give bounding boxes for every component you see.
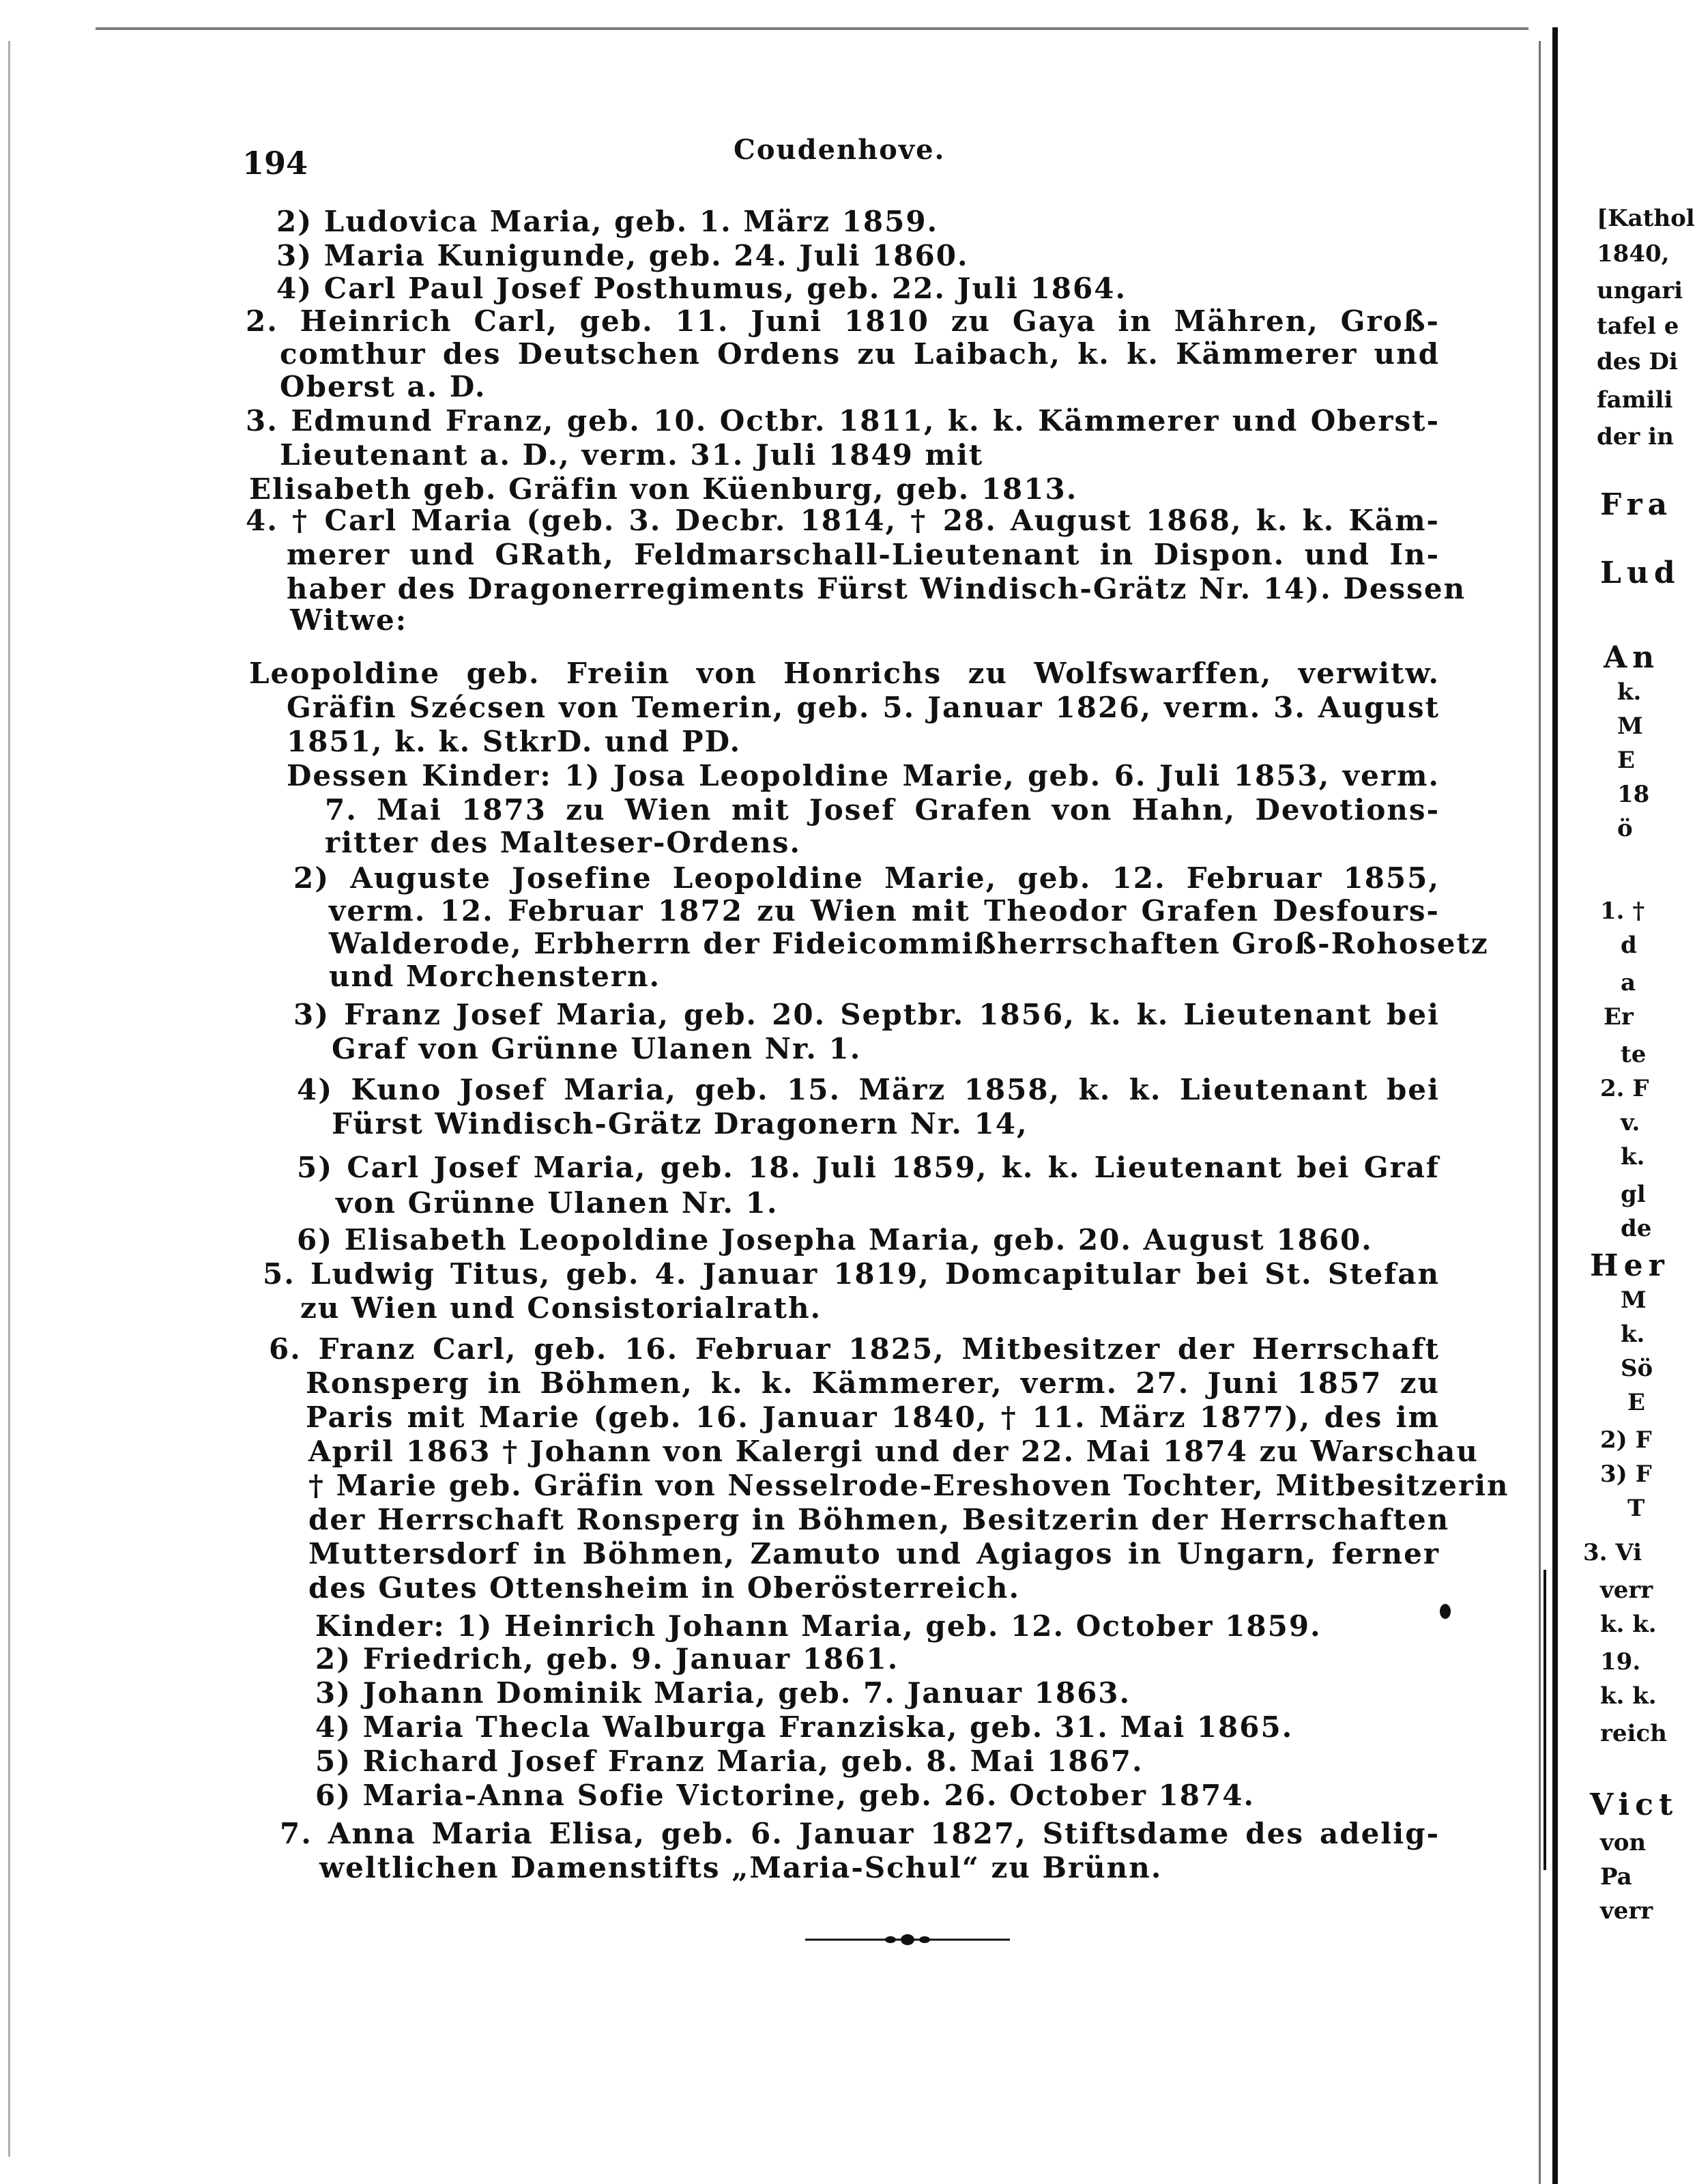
text-line: merer und GRath, Feldmarschall-Lieutenant in Dispon. und In-: [287, 538, 1440, 571]
text-line: comthur des Deutschen Ordens zu Laibach, k. k. Kämmerer und: [280, 337, 1440, 371]
fragment-text: verr: [1600, 1577, 1653, 1604]
fragment-text: der in: [1597, 423, 1674, 450]
text-line: Elisabeth geb. Gräfin von Küenburg, geb. 1813.: [249, 472, 1078, 506]
text-line: des Gutes Ottensheim in Oberösterreich.: [308, 1571, 1021, 1605]
fragment-text: v.: [1621, 1109, 1640, 1136]
fragment-text: von: [1600, 1829, 1647, 1856]
fragment-text: E: [1627, 1389, 1645, 1416]
text-line: Gräfin Szécsen von Temerin, geb. 5. Januar 1826, verm. 3. August: [287, 691, 1440, 724]
fragment-text: 1840,: [1597, 240, 1670, 268]
text-line: 6) Maria-Anna Sofie Victorine, geb. 26. October 1874.: [315, 1779, 1256, 1812]
fragment-text: Her: [1590, 1248, 1670, 1283]
gutter-rule: [1552, 27, 1558, 2184]
bracket-mark: [1544, 1570, 1546, 1870]
text-line: 5. Ludwig Titus, geb. 4. Januar 1819, Domcapitular bei St. Stefan: [263, 1257, 1440, 1291]
text-line: Witwe:: [290, 603, 408, 637]
page-edge-left: [8, 41, 10, 2157]
fragment-text: 3. Vi: [1583, 1539, 1642, 1566]
text-line: Muttersdorf in Böhmen, Zamuto und Agiagos in Ungarn, ferner: [308, 1537, 1440, 1570]
fragment-text: tafel e: [1597, 313, 1679, 340]
fragment-text: 3) F: [1600, 1461, 1652, 1488]
text-line: 6. Franz Carl, geb. 16. Februar 1825, Mitbesitzer der Herrschaft: [269, 1332, 1440, 1366]
text-line: Lieutenant a. D., verm. 31. Juli 1849 mit: [280, 438, 984, 472]
fragment-text: k.: [1617, 678, 1642, 706]
text-line: 1851, k. k. StkrD. und PD.: [287, 725, 742, 758]
text-line: 4) Carl Paul Josef Posthumus, geb. 22. Juli 1864.: [276, 272, 1127, 305]
fragment-text: ö: [1617, 815, 1633, 842]
text-line: 7. Mai 1873 zu Wien mit Josef Grafen von Hahn, Devotions-: [325, 793, 1440, 827]
text-line: zu Wien und Consistorialrath.: [300, 1291, 822, 1325]
fragment-text: 1. †: [1600, 897, 1645, 925]
text-line: Dessen Kinder: 1) Josa Leopoldine Marie, geb. 6. Juli 1853, verm.: [287, 759, 1440, 792]
running-title: Coudenhove.: [734, 134, 946, 166]
text-line: 5) Richard Josef Franz Maria, geb. 8. Mai 1867.: [315, 1744, 1144, 1778]
text-line: 6) Elisabeth Leopoldine Josepha Maria, geb. 20. August 1860.: [297, 1223, 1373, 1256]
text-line: 4) Kuno Josef Maria, geb. 15. März 1858, k. k. Lieutenant bei: [297, 1073, 1440, 1106]
text-line: 2) Auguste Josefine Leopoldine Marie, geb. 12. Februar 1855,: [293, 861, 1440, 895]
ink-dot: [1440, 1604, 1451, 1619]
page-number: 194: [242, 145, 308, 182]
top-edge-rule: [96, 27, 1529, 30]
text-line: Ronsperg in Böhmen, k. k. Kämmerer, verm. 27. Juni 1857 zu: [306, 1366, 1440, 1400]
text-line: April 1863 † Johann von Kalergi und der 22. Mai 1874 zu Warschau: [308, 1435, 1479, 1468]
text-line: Oberst a. D.: [280, 370, 487, 403]
text-line: Leopoldine geb. Freiin von Honrichs zu Wolfswarffen, verwitw.: [249, 657, 1440, 690]
text-line: verm. 12. Februar 1872 zu Wien mit Theodor Grafen Desfours-: [329, 894, 1440, 928]
text-line: Graf von Grünne Ulanen Nr. 1.: [332, 1032, 862, 1065]
text-line: 2) Friedrich, geb. 9. Januar 1861.: [315, 1642, 899, 1676]
text-line: weltlichen Damenstifts „Maria-Schul“ zu Brünn.: [319, 1851, 1163, 1884]
fragment-text: 2) F: [1600, 1426, 1652, 1454]
text-line: 5) Carl Josef Maria, geb. 18. Juli 1859, k. k. Lieutenant bei Graf: [297, 1151, 1440, 1184]
fragment-text: k. k.: [1600, 1682, 1657, 1710]
fragment-text: Er: [1604, 1003, 1634, 1031]
fragment-text: Sö: [1621, 1355, 1653, 1382]
fragment-text: E: [1617, 747, 1635, 774]
gutter-rule-thin: [1539, 41, 1541, 2184]
fragment-text: Fra: [1600, 487, 1673, 522]
fragment-text: k.: [1621, 1321, 1645, 1348]
fragment-text: M: [1621, 1287, 1647, 1314]
text-line: der Herrschaft Ronsperg in Böhmen, Besitzerin der Herrschaften: [308, 1503, 1450, 1536]
fragment-text: d: [1621, 932, 1637, 959]
fragment-text: 18: [1617, 781, 1650, 808]
fragment-text: [Kathol: [1597, 205, 1695, 232]
fragment-text: Pa: [1600, 1863, 1632, 1891]
text-line: 4. † Carl Maria (geb. 3. Decbr. 1814, † 28. August 1868, k. k. Käm-: [246, 504, 1440, 537]
fragment-text: k.: [1621, 1143, 1645, 1170]
text-line: † Marie geb. Gräfin von Nesselrode-Ereshoven Tochter, Mitbesitzerin: [308, 1469, 1509, 1502]
fragment-text: An: [1604, 640, 1660, 675]
fragment-text: de: [1621, 1215, 1652, 1242]
text-line: Fürst Windisch-Grätz Dragonern Nr. 14,: [332, 1107, 1028, 1140]
text-line: 7. Anna Maria Elisa, geb. 6. Januar 1827, Stiftsdame des adelig-: [280, 1817, 1440, 1850]
text-line: Kinder: 1) Heinrich Johann Maria, geb. 12. October 1859.: [315, 1609, 1322, 1643]
fragment-text: des Di: [1597, 348, 1678, 375]
fragment-text: famili: [1597, 386, 1673, 414]
text-line: und Morchenstern.: [329, 960, 661, 993]
text-line: Paris mit Marie (geb. 16. Januar 1840, † 11. März 1877), des im: [306, 1400, 1440, 1434]
fragment-text: T: [1627, 1495, 1645, 1522]
text-line: von Grünne Ulanen Nr. 1.: [336, 1186, 779, 1220]
fragment-text: verr: [1600, 1897, 1653, 1925]
fragment-text: M: [1617, 713, 1643, 740]
text-line: ritter des Malteser-Ordens.: [325, 826, 802, 859]
fragment-text: k. k.: [1600, 1611, 1657, 1638]
fragment-text: a: [1621, 969, 1636, 996]
text-line: 3) Franz Josef Maria, geb. 20. Septbr. 1856, k. k. Lieutenant bei: [293, 998, 1440, 1031]
fragment-text: ungari: [1597, 277, 1683, 304]
fragment-text: reich: [1600, 1720, 1667, 1747]
fragment-text: gl: [1621, 1181, 1646, 1208]
fragment-text: te: [1621, 1041, 1647, 1068]
text-line: 2. Heinrich Carl, geb. 11. Juni 1810 zu Gaya in Mähren, Groß-: [246, 304, 1440, 338]
fragment-text: Vict: [1590, 1787, 1679, 1822]
fragment-text: Lud: [1600, 556, 1681, 590]
ornament-divider: [805, 1931, 1010, 1948]
text-line: 3. Edmund Franz, geb. 10. Octbr. 1811, k. k. Kämmerer und Oberst-: [246, 404, 1440, 437]
text-line: haber des Dragonerregiments Fürst Windisch-Grätz Nr. 14). Dessen: [287, 572, 1466, 605]
text-line: Walderode, Erbherrn der Fideicommißherrschaften Groß-Rohosetz: [329, 927, 1489, 960]
text-line: 4) Maria Thecla Walburga Franziska, geb. 31. Mai 1865.: [315, 1710, 1294, 1744]
text-line: 3) Johann Dominik Maria, geb. 7. Januar 1863.: [315, 1676, 1131, 1710]
fragment-text: 2. F: [1600, 1075, 1649, 1102]
fragment-text: 19.: [1600, 1648, 1641, 1676]
text-line: 3) Maria Kunigunde, geb. 24. Juli 1860.: [276, 239, 969, 272]
text-line: 2) Ludovica Maria, geb. 1. März 1859.: [276, 205, 939, 238]
